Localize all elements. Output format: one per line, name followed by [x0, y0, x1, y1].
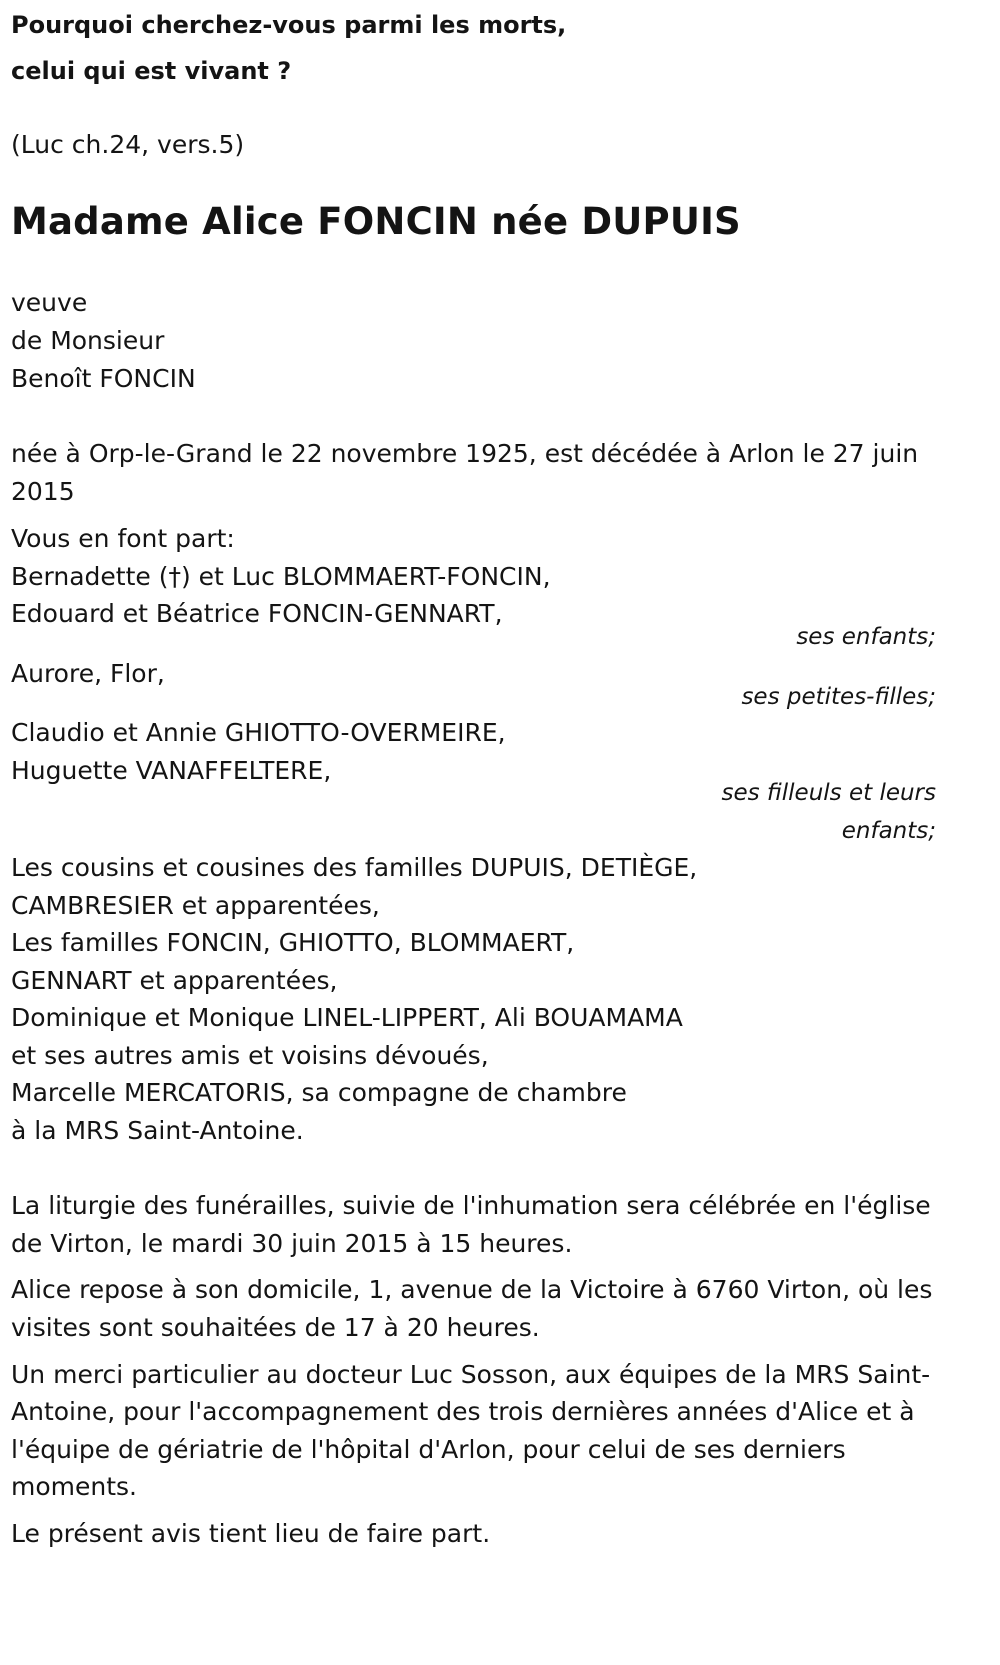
- epigraph-reference: (Luc ch.24, vers.5): [11, 130, 245, 159]
- widow-line-1: veuve: [11, 288, 88, 317]
- birth-death-line-1: née à Orp-le-Grand le 22 novembre 1925, est décédée à Arlon le 27 juin: [11, 439, 919, 468]
- page-title: Madame Alice FONCIN née DUPUIS: [11, 200, 741, 243]
- epigraph-line-2: celui qui est vivant ?: [11, 57, 292, 85]
- announce-intro: Vous en font part:: [11, 524, 235, 553]
- children-line-1: Bernadette (†) et Luc BLOMMAERT-FONCIN,: [11, 562, 551, 591]
- rest-line-1: Alice repose à son domicile, 1, avenue de la Victoire à 6760 Virton, où les: [11, 1275, 933, 1304]
- closing-statement: Le présent avis tient lieu de faire part.: [11, 1519, 491, 1548]
- children-label: ses enfants;: [796, 624, 936, 650]
- thanks-line-2: Antoine, pour l'accompagnement des trois dernières années d'Alice et à: [11, 1397, 915, 1426]
- grandchildren-line-1: Aurore, Flor,: [11, 659, 165, 688]
- epigraph-line-1: Pourquoi cherchez-vous parmi les morts,: [11, 11, 567, 39]
- godchildren-label-1: ses filleuls et leurs: [721, 780, 936, 806]
- widow-line-2: de Monsieur: [11, 326, 165, 355]
- others-line-2: CAMBRESIER et apparentées,: [11, 891, 380, 920]
- widow-line-3: Benoît FONCIN: [11, 364, 196, 393]
- others-line-3: Les familles FONCIN, GHIOTTO, BLOMMAERT,: [11, 928, 575, 957]
- godchildren-label-2: enfants;: [841, 818, 936, 844]
- grandchildren-label: ses petites-filles;: [741, 684, 936, 710]
- thanks-line-1: Un merci particulier au docteur Luc Sosson, aux équipes de la MRS Saint-: [11, 1360, 931, 1389]
- others-line-4: GENNART et apparentées,: [11, 966, 338, 995]
- others-line-8: à la MRS Saint-Antoine.: [11, 1116, 304, 1145]
- others-line-5: Dominique et Monique LINEL-LIPPERT, Ali BOUAMAMA: [11, 1003, 683, 1032]
- others-line-6: et ses autres amis et voisins dévoués,: [11, 1041, 489, 1070]
- godchildren-line-1: Claudio et Annie GHIOTTO-OVERMEIRE,: [11, 718, 506, 747]
- godchildren-line-2: Huguette VANAFFELTERE,: [11, 756, 332, 785]
- rest-line-2: visites sont souhaitées de 17 à 20 heures.: [11, 1313, 540, 1342]
- funeral-line-1: La liturgie des funérailles, suivie de l'inhumation sera célébrée en l'église: [11, 1191, 931, 1220]
- birth-death-line-2: 2015: [11, 477, 75, 506]
- others-line-1: Les cousins et cousines des familles DUPUIS, DETIÈGE,: [11, 853, 698, 882]
- others-line-7: Marcelle MERCATORIS, sa compagne de chambre: [11, 1078, 627, 1107]
- funeral-line-2: de Virton, le mardi 30 juin 2015 à 15 heures.: [11, 1229, 573, 1258]
- children-line-2: Edouard et Béatrice FONCIN-GENNART,: [11, 599, 503, 628]
- thanks-line-3: l'équipe de gériatrie de l'hôpital d'Arlon, pour celui de ses derniers: [11, 1435, 846, 1464]
- thanks-line-4: moments.: [11, 1472, 138, 1501]
